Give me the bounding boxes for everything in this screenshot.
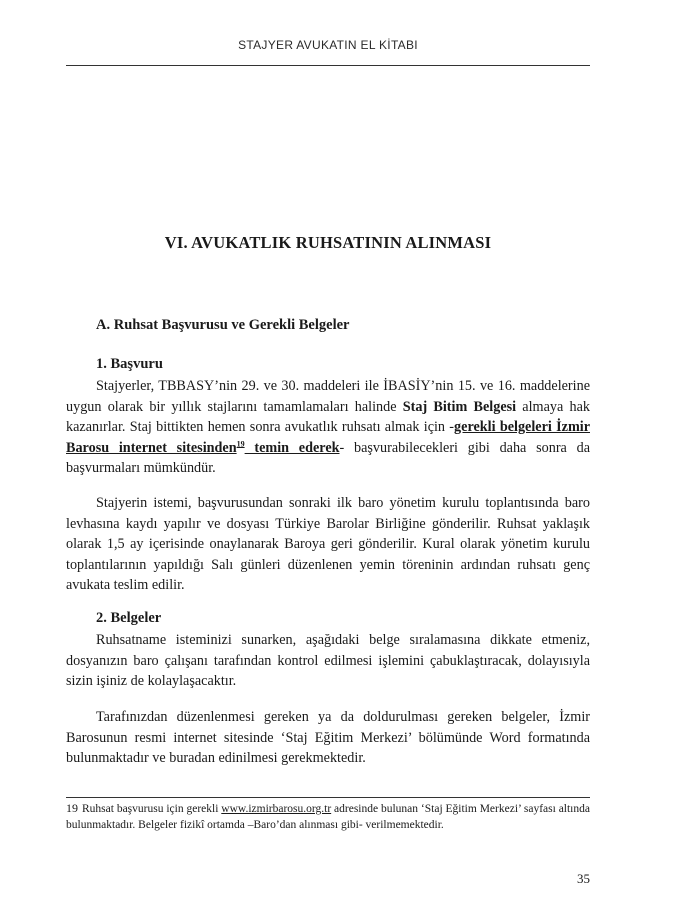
text-run: Ruhsat başvurusu için gerekli bbox=[82, 803, 222, 815]
header-rule bbox=[66, 65, 590, 66]
paragraph-basvuru-1 bbox=[66, 376, 590, 479]
subsection-2-heading: 2. Belgeler bbox=[96, 610, 162, 626]
page-number: 35 bbox=[577, 871, 590, 886]
text-run: - başvurabilecekleri gibi daha sonra da başvurmaları mümkündür. bbox=[66, 439, 590, 476]
text-run: adresinde bulunan ‘Staj Eğitim Merkezi’ sayfası altında bulunmaktadır. Belgeler fizikî ortamda –Baro’dan alınması gibi- verilmemektedir. bbox=[66, 803, 590, 831]
footnote-link[interactable]: www.izmirbarosu.org.tr bbox=[221, 803, 332, 815]
paragraph-belgeler-2 bbox=[66, 707, 590, 769]
chapter-title: VI. AVUKATLIK RUHSATININ ALINMASI bbox=[164, 233, 492, 252]
footnote-number: 19 bbox=[66, 801, 78, 815]
underlined-emphasis: temin ederek bbox=[244, 439, 340, 456]
text-run: almaya hak kazanırlar. Staj bittikten hemen sonra avukatlık ruhsatı almak için - bbox=[66, 398, 590, 435]
underlined-emphasis: gerekli belgeleri İzmir Barosu internet sitesinden bbox=[66, 419, 590, 456]
staj-bitim-belgesi: Staj Bitim Belgesi bbox=[402, 398, 517, 415]
paragraph-belgeler-1 bbox=[66, 630, 590, 692]
paragraph-basvuru-2 bbox=[66, 493, 590, 596]
footnote-ref-19[interactable]: 19 bbox=[236, 438, 245, 448]
footnote-rule bbox=[66, 797, 590, 798]
paragraph-text: Stajyerin istemi, başvurusundan sonraki ilk baro yönetim kurulu toplantısında baro levhasına kaydı yapılır ve dosyası Türkiye Barolar Birliğine gönderilir. Ruhsat yaklaşık olarak 1,5 ay içerisinde onaylanarak Baroya geri gönderilir. Kural olarak yönetim kurulu toplantılarının yapıldığı Salı günleri düzenlenen yemin töreninin ardından ruhsatı genç avukata teslim edilir. bbox=[66, 495, 590, 593]
paragraph-text: Tarafınızdan düzenlenmesi gereken ya da doldurulması gereken belgeler, İzmir Barosunun resmi internet sitesinde ‘Staj Eğitim Merkezi’ bölümünde Word formatında bulunmaktadır ve buradan edinilmesi gerekmektedir. bbox=[66, 709, 590, 766]
paragraph-text: Ruhsatname isteminizi sunarken, aşağıdaki belge sıralamasına dikkate etmeniz, dosyanızın baro çalışanı tarafından kontrol edilmesi işlemini çabuklaştıracak, dolayısıyla sizin işiniz de kolaylaşacaktır. bbox=[66, 632, 590, 689]
text-run: Stajyerler, TBBASY’nin 29. ve 30. maddeleri ile İBASİY’nin 15. ve 16. maddelerine uygun olarak bir yıllık stajlarını tamamlamaları halinde bbox=[66, 378, 590, 415]
section-a-heading: A. Ruhsat Başvurusu ve Gerekli Belgeler bbox=[96, 317, 350, 333]
footnote bbox=[66, 800, 590, 833]
subsection-1-heading: 1. Başvuru bbox=[96, 356, 163, 372]
running-head: STAJYER AVUKATIN EL KİTABI bbox=[238, 38, 418, 52]
